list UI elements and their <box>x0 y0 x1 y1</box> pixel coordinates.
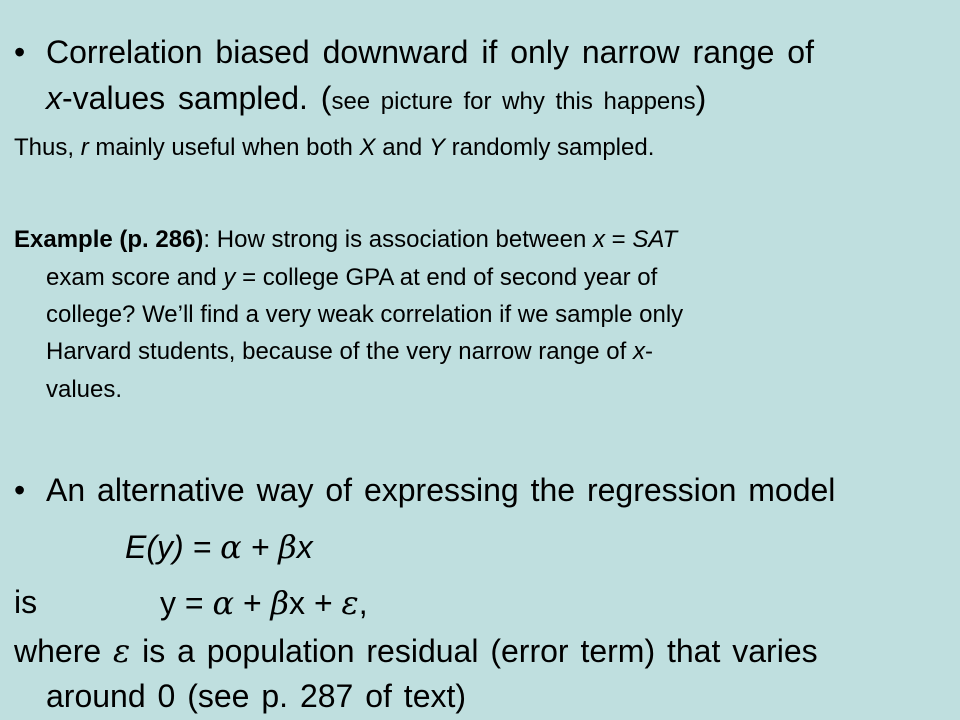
beta-symbol: β <box>278 528 297 566</box>
example-text: : How strong is association between <box>203 226 593 253</box>
paren-close: ) <box>695 80 707 116</box>
thus-line <box>14 134 654 162</box>
where-pre: where <box>14 633 114 669</box>
example-label: Example (p. 286) <box>14 226 204 253</box>
where-line-1 <box>14 632 818 670</box>
thus-pre: Thus, <box>14 134 81 161</box>
bullet-2-text: An alternative way of expressing the regression model <box>46 472 836 508</box>
X-variable: X <box>359 134 376 161</box>
beta-symbol: β <box>270 584 290 622</box>
thus-mid1: mainly useful when both <box>88 134 360 161</box>
Y-variable: Y <box>428 134 445 161</box>
example-text: = <box>604 226 633 253</box>
epsilon-symbol: ε <box>341 584 359 622</box>
x-variable: x <box>46 80 62 116</box>
thus-post: randomly sampled. <box>444 134 655 161</box>
regression-equation <box>125 528 313 566</box>
plus-sign: + <box>241 529 279 565</box>
x-variable: x <box>632 338 645 365</box>
sat-term: SAT <box>632 226 678 253</box>
x-plus: x + <box>289 585 342 621</box>
alpha-symbol: α <box>220 528 242 566</box>
bullet-1-text: -values sampled. <box>62 80 321 116</box>
model-equation <box>160 584 368 622</box>
r-variable: r <box>80 134 89 161</box>
comma: , <box>358 585 368 621</box>
bullet-1-line-1: Correlation biased downward if only narrow range of <box>46 34 814 70</box>
bullet-2-marker: • <box>14 472 26 508</box>
alpha-symbol: α <box>212 584 235 622</box>
equation-lhs: y = <box>160 585 213 621</box>
example-line-2 <box>46 264 657 292</box>
example-line-3: college? We’ll find a very weak correlation if we sample only <box>46 301 684 328</box>
equation-lhs: E(y) = <box>125 529 221 565</box>
is-label: is <box>14 584 38 620</box>
bullet-1-marker: • <box>14 34 26 70</box>
epsilon-symbol: ε <box>113 632 131 670</box>
plus-sign: + <box>234 585 271 621</box>
example-text: Harvard students, because of the very narrow range of <box>46 338 633 365</box>
example-line-4 <box>46 338 653 366</box>
where-post: is a population residual (error term) that varies <box>130 633 818 669</box>
example-line-5: values. <box>46 376 123 403</box>
y-variable: y <box>223 264 236 291</box>
example-text: exam score and <box>46 264 224 291</box>
example-line-1 <box>14 226 677 254</box>
bullet-1-line-2 <box>46 80 706 117</box>
example-text: - <box>644 338 653 365</box>
paren-open: ( <box>320 80 332 116</box>
x-variable: x <box>592 226 605 253</box>
example-text: = college GPA at end of second year of <box>235 264 658 291</box>
x-variable: x <box>296 529 313 565</box>
thus-mid2: and <box>375 134 429 161</box>
picture-note: see picture for why this happens <box>331 88 696 115</box>
where-line-2: around 0 (see p. 287 of text) <box>46 678 467 714</box>
